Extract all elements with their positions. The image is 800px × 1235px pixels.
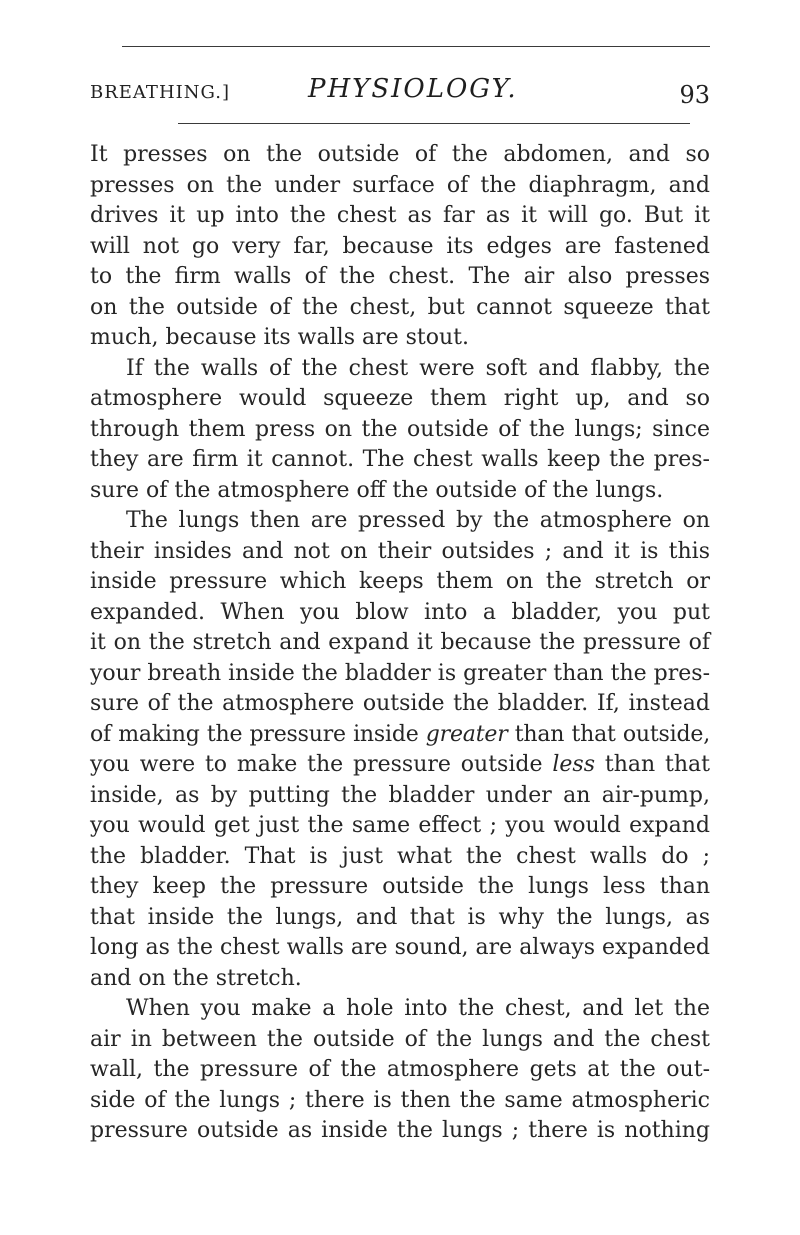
text-line: atmosphere would squeeze them right up, and so <box>90 386 710 411</box>
text-line: sure of the atmosphere off the outside of the lungs. <box>90 477 664 503</box>
text-line: It presses on the outside of the abdomen, and so <box>90 142 710 167</box>
text-line: to the firm walls of the chest. The air also presses <box>90 264 710 289</box>
text-line: sure of the atmosphere outside the bladder. If, instead <box>90 691 710 716</box>
body-text <box>90 140 710 1147</box>
text-line: pressure outside as inside the lungs ; there is nothing <box>90 1118 710 1143</box>
header-top-rule <box>122 46 710 47</box>
text-line: you would get just the same effect ; you would expand <box>90 813 710 838</box>
text-line: the bladder. That is just what the chest walls do ; <box>90 843 710 869</box>
text-line: drives it up into the chest as far as it will go. But it <box>90 203 710 228</box>
text-line <box>90 750 710 781</box>
text-run: than that outside, <box>507 721 710 747</box>
text-line: wall, the pressure of the atmosphere gets at the out- <box>90 1057 710 1082</box>
text-line: they are firm it cannot. The chest walls keep the pres- <box>90 447 710 472</box>
page-title: PHYSIOLOGY. <box>308 74 518 104</box>
section-label: BREATHING.] <box>90 82 230 103</box>
text-line: long as the chest walls are sound, are always expanded <box>90 935 710 960</box>
text-line: that inside the lungs, and that is why the lungs, as <box>90 904 710 930</box>
page-number: 93 <box>679 81 710 109</box>
text-line: side of the lungs ; there is then the same atmospheric <box>90 1087 710 1113</box>
text-line: If the walls of the chest were soft and flabby, the <box>126 355 710 381</box>
header-bottom-rule <box>178 123 690 124</box>
text-run: you were to make the pressure outside <box>90 752 553 777</box>
text-run: of making the pressure inside <box>90 721 426 747</box>
text-line: When you make a hole into the chest, and let the <box>126 996 710 1021</box>
text-line: their insides and not on their outsides ; and it is this <box>90 538 710 564</box>
text-line: expanded. When you blow into a bladder, you put <box>90 599 710 625</box>
text-line: on the outside of the chest, but cannot squeeze that <box>90 294 710 320</box>
text-line: presses on the under surface of the diaphragm, and <box>90 172 710 198</box>
text-line: air in between the outside of the lungs and the chest <box>90 1026 710 1052</box>
text-line: it on the stretch and expand it because the pressure of <box>90 630 710 655</box>
text-line: and on the stretch. <box>90 965 302 991</box>
text-line: The lungs then are pressed by the atmosphere on <box>126 508 710 533</box>
text-line: through them press on the outside of the lungs; since <box>90 416 710 442</box>
text-line: will not go very far, because its edges are fastened <box>90 233 710 259</box>
text-line: inside, as by putting the bladder under an air-pump, <box>90 782 710 808</box>
text-run: than that <box>595 752 711 777</box>
italic-emphasis: greater <box>425 721 508 747</box>
text-line: your breath inside the bladder is greater than the pres- <box>90 660 710 686</box>
text-line: they keep the pressure outside the lungs less than <box>90 874 710 899</box>
italic-emphasis: less <box>552 752 595 777</box>
text-line <box>90 720 710 751</box>
running-header <box>90 72 710 112</box>
text-line: much, because its walls are stout. <box>90 325 470 350</box>
text-line: inside pressure which keeps them on the stretch or <box>90 569 710 594</box>
